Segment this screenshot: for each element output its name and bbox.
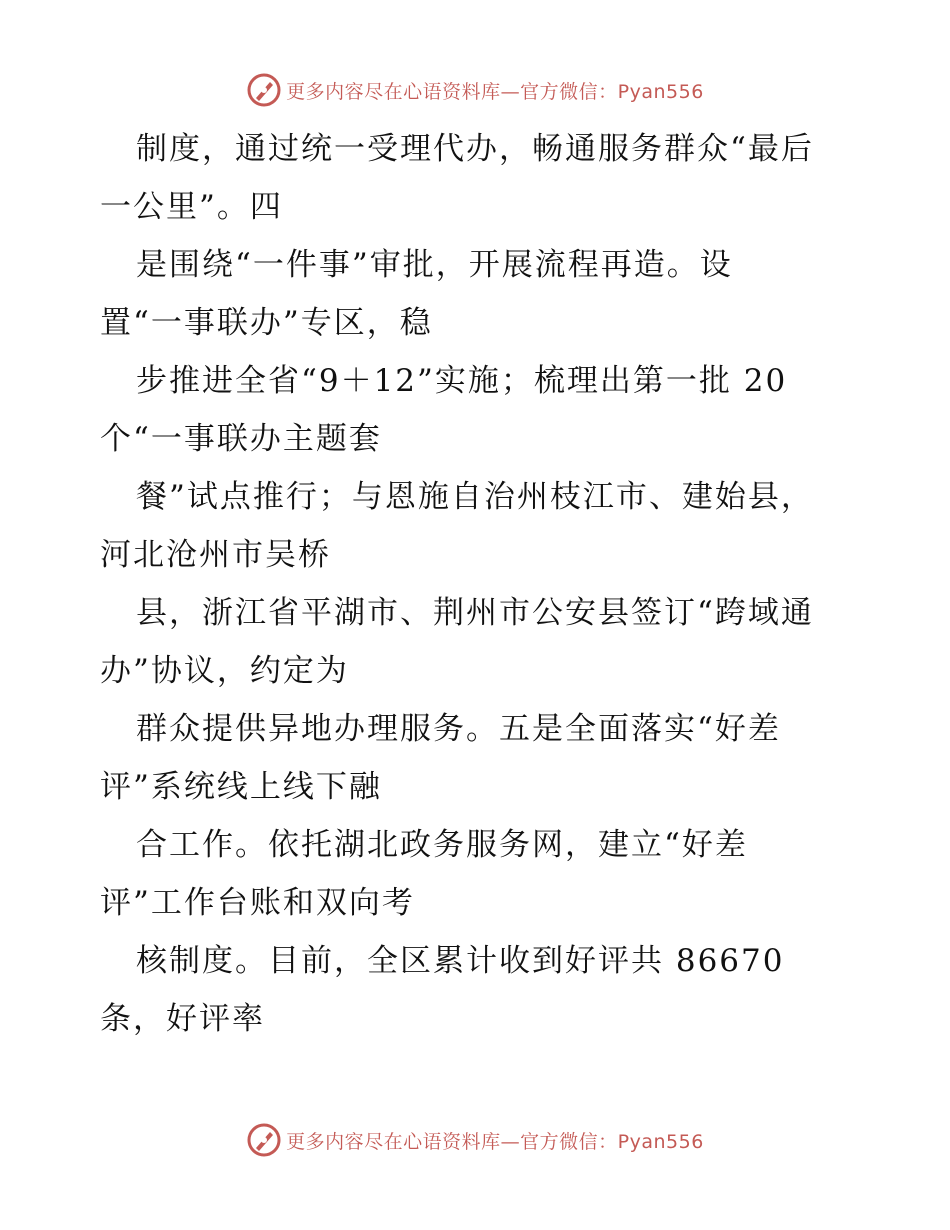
pen-logo-icon [246,1122,282,1158]
text-line: 办”协议，约定为 [100,653,349,689]
text-line: 置“一事联办”专区，稳 [100,305,433,341]
pen-logo-icon [246,72,282,108]
text-line: 核制度。目前，全区累计收到好评共 86670 [136,943,785,979]
text-line: 评”系统线上线下融 [100,769,382,805]
header-watermark [0,70,950,110]
watermark-text: 更多内容尽在心语资料库—官方微信： [286,1130,618,1153]
watermark-text: 更多内容尽在心语资料库—官方微信： [286,80,618,103]
document-body [100,120,880,1048]
text-line: 一公里”。四 [100,189,283,225]
text-line: 评”工作台账和双向考 [100,885,415,921]
footer-watermark [0,1120,950,1160]
watermark-wechat-id: Pyan556 [617,80,704,103]
watermark-wechat-id: Pyan556 [617,1130,704,1153]
text-line: 步推进全省“9＋12”实施；梳理出第一批 20 [136,363,788,399]
text-line: 合工作。依托湖北政务服务网，建立“好差 [136,827,748,863]
text-line: 是围绕“一件事”审批，开展流程再造。设 [136,247,733,283]
text-line: 条，好评率 [100,1001,265,1037]
text-line: 群众提供异地办理服务。五是全面落实“好差 [136,711,781,747]
text-line: 县，浙江省平湖市、荆州市公安县签订“跨域通 [136,595,814,631]
text-line: 制度，通过统一受理代办，畅通服务群众“最后 [136,131,814,167]
text-line: 餐”试点推行；与恩施自治州枝江市、建始县， [136,479,814,515]
text-line: 河北沧州市吴桥 [100,537,331,573]
text-line: 个“一事联办主题套 [100,421,382,457]
